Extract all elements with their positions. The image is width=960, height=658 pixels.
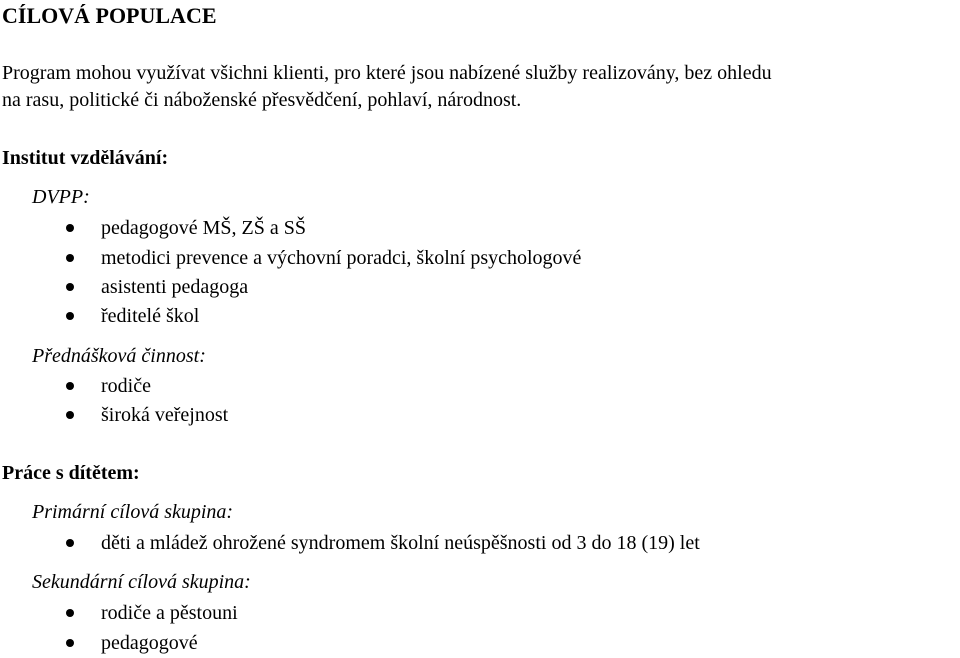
subheading-prednaskova-cinnost: Přednášková činnost: <box>32 345 206 367</box>
intro-paragraph-line-1: Program mohou využívat všichni klienti, pro které jsou nabízené služby realizovány, bez ohledu <box>2 62 772 84</box>
list-item-text: asistenti pedagoga <box>101 276 249 298</box>
section-heading-prace-s-ditetem: Práce s dítětem: <box>2 462 140 484</box>
bullet-icon <box>66 254 74 262</box>
page-title: CÍLOVÁ POPULACE <box>2 3 217 28</box>
list-item <box>66 218 306 238</box>
bullet-icon <box>66 639 74 647</box>
list-item-text: ředitelé škol <box>101 305 200 327</box>
section-heading-institut: Institut vzdělávání: <box>2 147 169 169</box>
list-item-text: pedagogové <box>101 632 198 654</box>
bullet-icon <box>66 539 74 547</box>
subheading-dvpp: DVPP: <box>32 186 90 208</box>
bullet-icon <box>66 312 74 320</box>
list-item <box>66 633 198 653</box>
list-item-text: děti a mládež ohrožené syndromem školní neúspěšnosti od 3 do 18 (19) let <box>101 532 700 554</box>
subheading-primarni-skupina: Primární cílová skupina: <box>32 501 234 523</box>
list-item <box>66 376 151 396</box>
list-item-text: pedagogové MŠ, ZŠ a SŠ <box>101 217 306 239</box>
subheading-sekundarni-skupina: Sekundární cílová skupina: <box>32 571 251 593</box>
list-item-text: rodiče a pěstouni <box>101 602 238 624</box>
list-item <box>66 248 581 268</box>
bullet-icon <box>66 411 74 419</box>
list-item-text: široká veřejnost <box>101 404 229 426</box>
list-item <box>66 277 248 297</box>
bullet-icon <box>66 224 74 232</box>
list-item <box>66 603 238 623</box>
list-item-text: rodiče <box>101 375 151 397</box>
list-item <box>66 405 228 425</box>
bullet-icon <box>66 609 74 617</box>
list-item-text: metodici prevence a výchovní poradci, školní psychologové <box>101 247 582 269</box>
intro-paragraph-line-2: na rasu, politické či náboženské přesvědčení, pohlaví, národnost. <box>2 89 522 111</box>
bullet-icon <box>66 382 74 390</box>
list-item <box>66 533 700 553</box>
bullet-icon <box>66 283 74 291</box>
list-item <box>66 306 199 326</box>
